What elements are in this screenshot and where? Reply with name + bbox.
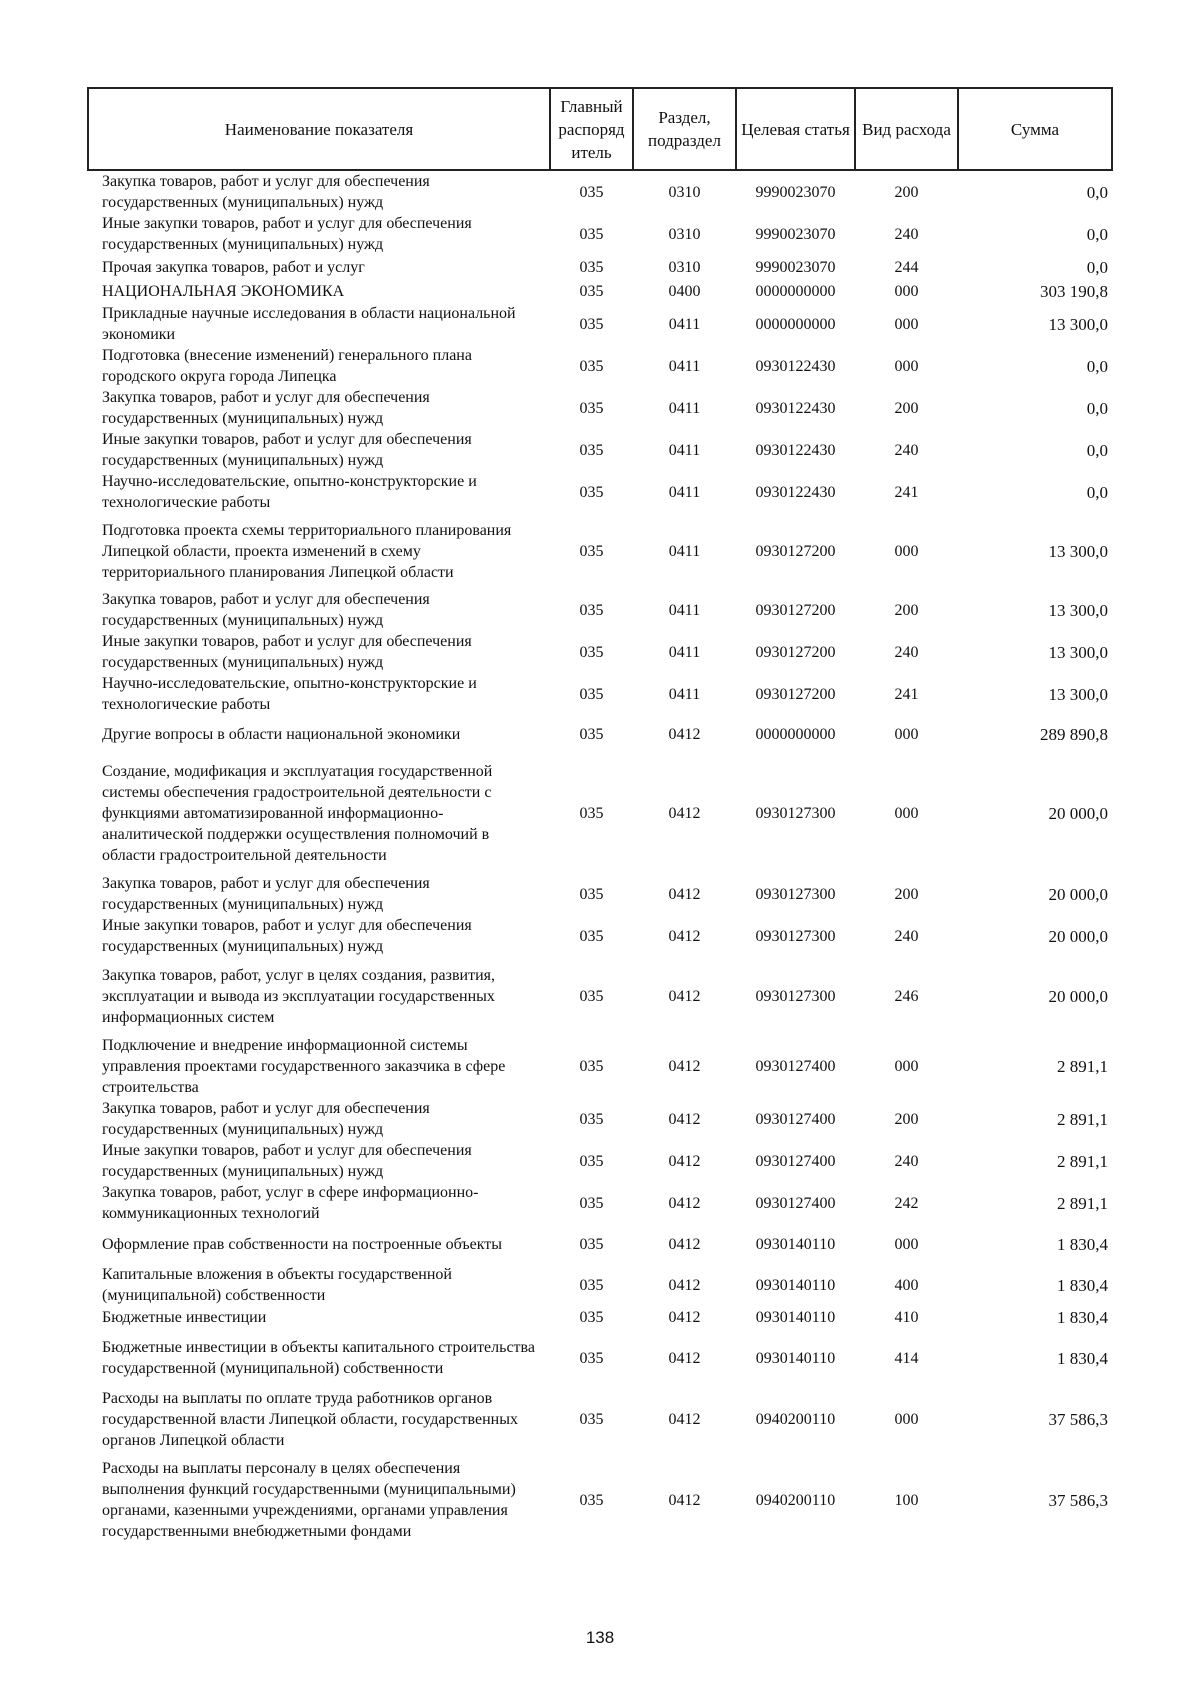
row-name-text: Закупка товаров, работ и услуг для обеспечения государственных (муниципальных) нужд xyxy=(102,591,430,629)
row-name-text: Расходы на выплаты по оплате труда работников органов государственной власти Липецкой области, государственных органов Липецкой области xyxy=(102,1390,518,1449)
row-admin-code: 035 xyxy=(579,685,604,703)
row-kind: 241 xyxy=(894,483,919,501)
row-section: 0411 xyxy=(668,542,701,560)
row-sum: 20 000,0 xyxy=(1048,926,1108,946)
row-target: 0930122430 xyxy=(755,483,836,501)
row-name-text: Закупка товаров, работ и услуг для обеспечения государственных (муниципальных) нужд xyxy=(102,875,430,913)
row-name-text: Бюджетные инвестиции xyxy=(102,1308,267,1326)
budget-table xyxy=(87,87,1113,1549)
row-kind: 410 xyxy=(894,1308,919,1326)
row-section: 0412 xyxy=(668,1110,701,1128)
row-kind: 000 xyxy=(894,282,919,300)
row-name-text: НАЦИОНАЛЬНАЯ ЭКОНОМИКА xyxy=(102,282,345,300)
table-row xyxy=(88,303,1112,345)
row-section: 0411 xyxy=(668,399,701,417)
row-name-text: Другие вопросы в области национальной экономики xyxy=(102,725,461,743)
row-name xyxy=(88,513,550,589)
row-sum: 0,0 xyxy=(1086,440,1108,460)
row-kind: 414 xyxy=(894,1349,919,1367)
row-target: 0930127300 xyxy=(755,927,836,945)
table-row xyxy=(88,589,1112,631)
table-row xyxy=(88,1224,1112,1264)
row-sum: 0,0 xyxy=(1086,398,1108,418)
row-target: 0930122430 xyxy=(755,441,836,459)
row-kind: 000 xyxy=(894,804,919,822)
row-name-text: Прикладные научные исследования в области национальной экономики xyxy=(102,305,516,343)
table-row xyxy=(88,429,1112,471)
row-kind: 000 xyxy=(894,357,919,375)
row-admin-code: 035 xyxy=(579,1276,604,1294)
row-admin-code: 035 xyxy=(579,183,604,201)
header-sum: Сумма xyxy=(958,88,1112,170)
table-row xyxy=(88,915,1112,957)
row-section: 0412 xyxy=(668,1349,701,1367)
row-admin-code: 035 xyxy=(579,1235,604,1253)
row-admin-code: 035 xyxy=(579,725,604,743)
row-admin-code: 035 xyxy=(579,601,604,619)
row-target: 0940200110 xyxy=(755,1491,836,1509)
row-kind: 244 xyxy=(894,258,919,276)
row-name xyxy=(88,213,550,255)
row-section: 0412 xyxy=(668,1276,701,1294)
row-section: 0310 xyxy=(668,183,701,201)
row-section: 0411 xyxy=(668,357,701,375)
row-sum: 2 891,1 xyxy=(1057,1057,1108,1076)
table-row xyxy=(88,1264,1112,1306)
row-name xyxy=(88,255,550,279)
header-section: Раздел, подраздел xyxy=(633,88,736,170)
row-kind: 200 xyxy=(894,601,919,619)
table-row xyxy=(88,1098,1112,1140)
row-section: 0412 xyxy=(668,927,701,945)
row-sum: 37 586,3 xyxy=(1048,1490,1108,1510)
row-target: 0930140110 xyxy=(755,1235,836,1253)
table-row xyxy=(88,513,1112,589)
row-kind: 240 xyxy=(894,927,919,945)
row-name-text: Подготовка (внесение изменений) генерального плана городского округа города Липецка xyxy=(102,347,472,385)
row-section: 0310 xyxy=(668,258,701,276)
row-name xyxy=(88,387,550,429)
row-target: 0000000000 xyxy=(755,282,836,300)
row-name xyxy=(88,1140,550,1182)
row-section: 0412 xyxy=(668,1308,701,1326)
row-sum: 13 300,0 xyxy=(1048,314,1108,334)
row-kind: 240 xyxy=(894,1152,919,1170)
table-row xyxy=(88,279,1112,303)
row-section: 0310 xyxy=(668,225,701,243)
row-name-text: Закупка товаров, работ и услуг для обеспечения государственных (муниципальных) нужд xyxy=(102,173,430,211)
table-row xyxy=(88,471,1112,513)
row-name-text: Иные закупки товаров, работ и услуг для обеспечения государственных (муниципальных) нужд xyxy=(102,633,472,671)
row-target: 9990023070 xyxy=(755,258,836,276)
table-row xyxy=(88,873,1112,915)
row-kind: 200 xyxy=(894,399,919,417)
row-target: 0930122430 xyxy=(755,399,836,417)
row-name-text: Оформление прав собственности на построенные объекты xyxy=(102,1235,503,1253)
table-row xyxy=(88,387,1112,429)
row-admin-code: 035 xyxy=(579,1411,604,1428)
header-target: Целевая статья xyxy=(736,88,855,170)
row-admin-code: 035 xyxy=(579,282,604,300)
row-admin-code: 035 xyxy=(579,885,604,903)
row-name xyxy=(88,873,550,915)
table-row xyxy=(88,1182,1112,1224)
row-target: 0930127300 xyxy=(755,885,836,903)
row-name-text: Прочая закупка товаров, работ и услуг xyxy=(102,258,365,276)
row-section: 0411 xyxy=(668,685,701,703)
row-name xyxy=(88,279,550,303)
table-header xyxy=(88,88,1112,170)
table-row xyxy=(88,1388,1112,1451)
row-section: 0411 xyxy=(668,441,701,459)
row-name xyxy=(88,957,550,1035)
row-kind: 242 xyxy=(894,1194,919,1212)
header-name: Наименование показателя xyxy=(88,88,550,170)
table-row xyxy=(88,1328,1112,1388)
row-name xyxy=(88,673,550,715)
row-admin-code: 035 xyxy=(579,258,604,276)
page-number: 138 xyxy=(585,1628,615,1647)
row-kind: 000 xyxy=(894,315,919,333)
table-row xyxy=(88,1451,1112,1549)
row-kind: 400 xyxy=(894,1276,919,1294)
row-target: 0930127200 xyxy=(755,643,836,661)
row-name-text: Закупка товаров, работ и услуг для обеспечения государственных (муниципальных) нужд xyxy=(102,389,430,427)
table-row xyxy=(88,213,1112,255)
row-section: 0411 xyxy=(668,483,701,501)
row-name-text: Научно-исследовательские, опытно-конструкторские и технологические работы xyxy=(102,473,477,511)
row-section: 0412 xyxy=(668,1491,701,1509)
row-name-text: Иные закупки товаров, работ и услуг для обеспечения государственных (муниципальных) нужд xyxy=(102,215,472,253)
row-section: 0400 xyxy=(668,282,701,300)
row-admin-code: 035 xyxy=(579,441,604,459)
row-sum: 303 190,8 xyxy=(1040,281,1108,301)
row-target: 0000000000 xyxy=(755,725,836,743)
row-sum: 0,0 xyxy=(1086,257,1108,277)
row-kind: 000 xyxy=(894,542,919,560)
row-name xyxy=(88,1224,550,1264)
row-name xyxy=(88,1328,550,1388)
row-target: 9990023070 xyxy=(755,225,836,243)
row-admin-code: 035 xyxy=(579,357,604,375)
table-row xyxy=(88,673,1112,715)
row-target: 0930140110 xyxy=(755,1349,836,1367)
row-sum: 13 300,0 xyxy=(1048,541,1108,561)
row-section: 0412 xyxy=(668,1058,701,1075)
row-admin-code: 035 xyxy=(579,804,604,822)
table-row xyxy=(88,1306,1112,1328)
row-sum: 0,0 xyxy=(1086,182,1108,202)
row-name xyxy=(88,1035,550,1098)
row-admin-code: 035 xyxy=(579,1058,604,1075)
row-sum: 20 000,0 xyxy=(1048,803,1108,823)
row-sum: 0,0 xyxy=(1086,356,1108,376)
row-name xyxy=(88,915,550,957)
row-name xyxy=(88,1306,550,1328)
row-name-text: Капитальные вложения в объекты государственной (муниципальной) собственности xyxy=(102,1266,452,1304)
row-sum: 1 830,4 xyxy=(1057,1307,1108,1327)
row-name-text: Научно-исследовательские, опытно-конструкторские и технологические работы xyxy=(102,675,477,713)
row-kind: 000 xyxy=(894,725,919,743)
row-kind: 200 xyxy=(894,183,919,201)
row-name xyxy=(88,589,550,631)
row-target: 0930140110 xyxy=(755,1308,836,1326)
row-name-text: Подключение и внедрение информационной системы управления проектами государственного заказчика в сфере строительства xyxy=(102,1037,506,1096)
row-name-text: Бюджетные инвестиции в объекты капитального строительства государственной (муниципальной) собственности xyxy=(102,1339,535,1377)
row-target: 0930127400 xyxy=(755,1110,836,1128)
table-row xyxy=(88,345,1112,387)
row-name-text: Иные закупки товаров, работ и услуг для обеспечения государственных (муниципальных) нужд xyxy=(102,431,472,469)
row-sum: 1 830,4 xyxy=(1057,1348,1108,1368)
row-name xyxy=(88,303,550,345)
header-kind: Вид расхода xyxy=(855,88,958,170)
row-admin-code: 035 xyxy=(579,1349,604,1367)
row-sum: 0,0 xyxy=(1086,224,1108,244)
row-target: 0930127200 xyxy=(755,685,836,703)
row-section: 0411 xyxy=(668,601,701,619)
row-target: 0940200110 xyxy=(755,1411,836,1428)
row-admin-code: 035 xyxy=(579,1491,604,1509)
row-kind: 240 xyxy=(894,643,919,661)
row-name-text: Создание, модификация и эксплуатация государственной системы обеспечения градостроительной деятельности с функциями автоматизированной информационно-аналитической поддержки осуществления полномочий в области градостроительной деятельности xyxy=(102,762,493,864)
row-name xyxy=(88,170,550,213)
row-kind: 000 xyxy=(894,1058,919,1075)
row-name xyxy=(88,345,550,387)
row-kind: 100 xyxy=(894,1491,919,1509)
row-sum: 2 891,1 xyxy=(1057,1109,1108,1129)
row-admin-code: 035 xyxy=(579,542,604,560)
table-row xyxy=(88,1140,1112,1182)
row-sum: 13 300,0 xyxy=(1048,642,1108,662)
row-section: 0412 xyxy=(668,1194,701,1212)
row-admin-code: 035 xyxy=(579,1308,604,1326)
row-target: 0930127300 xyxy=(755,804,836,822)
row-name xyxy=(88,1388,550,1451)
row-target: 0930127400 xyxy=(755,1058,836,1075)
row-section: 0412 xyxy=(668,1411,701,1428)
row-sum: 20 000,0 xyxy=(1048,884,1108,904)
row-admin-code: 035 xyxy=(579,643,604,661)
row-section: 0412 xyxy=(668,987,701,1005)
row-sum: 289 890,8 xyxy=(1040,724,1108,744)
row-kind: 241 xyxy=(894,685,919,703)
row-name-text: Подготовка проекта схемы территориального планирования Липецкой области, проекта изменений в схему территориального планирования Липецкой области xyxy=(102,521,512,581)
row-sum: 13 300,0 xyxy=(1048,684,1108,704)
table-row xyxy=(88,1035,1112,1098)
row-name xyxy=(88,753,550,873)
header-admin: Главный распоряд итель xyxy=(550,88,633,170)
row-name-text: Закупка товаров, работ и услуг для обеспечения государственных (муниципальных) нужд xyxy=(102,1100,430,1138)
row-kind: 200 xyxy=(894,885,919,903)
row-kind: 240 xyxy=(894,441,919,459)
row-name xyxy=(88,631,550,673)
row-kind: 246 xyxy=(894,987,919,1005)
table-row xyxy=(88,957,1112,1035)
row-admin-code: 035 xyxy=(579,987,604,1005)
row-section: 0412 xyxy=(668,1235,701,1253)
row-name-text: Расходы на выплаты персоналу в целях обеспечения выполнения функций государственными (муниципальными) органами, казенными учреждениями, органами управления государственными внебюджетными фондами xyxy=(102,1460,516,1540)
row-name-text: Закупка товаров, работ, услуг в целях создания, развития, эксплуатации и вывода из эксплуатации государственных информационных систем xyxy=(102,966,495,1026)
row-name xyxy=(88,1182,550,1224)
row-admin-code: 035 xyxy=(579,1194,604,1212)
table-row xyxy=(88,255,1112,279)
row-target: 9990023070 xyxy=(755,183,836,201)
row-sum: 0,0 xyxy=(1086,482,1108,502)
row-admin-code: 035 xyxy=(579,399,604,417)
row-sum: 1 830,4 xyxy=(1057,1275,1108,1295)
row-admin-code: 035 xyxy=(579,1110,604,1128)
row-kind: 200 xyxy=(894,1110,919,1128)
row-admin-code: 035 xyxy=(579,315,604,333)
row-section: 0412 xyxy=(668,885,701,903)
row-name xyxy=(88,429,550,471)
row-name-text: Закупка товаров, работ, услуг в сфере информационно-коммуникационных технологий xyxy=(102,1184,479,1222)
row-target: 0930127200 xyxy=(755,542,836,560)
row-kind: 240 xyxy=(894,225,919,243)
row-sum: 37 586,3 xyxy=(1048,1410,1108,1429)
row-sum: 2 891,1 xyxy=(1057,1193,1108,1213)
table-row xyxy=(88,170,1112,213)
row-kind: 000 xyxy=(894,1235,919,1253)
row-name xyxy=(88,471,550,513)
table-row xyxy=(88,631,1112,673)
row-section: 0411 xyxy=(668,643,701,661)
row-target: 0930127400 xyxy=(755,1152,836,1170)
row-target: 0930127300 xyxy=(755,987,836,1005)
row-section: 0412 xyxy=(668,1152,701,1170)
table-row xyxy=(88,753,1112,873)
row-name-text: Иные закупки товаров, работ и услуг для обеспечения государственных (муниципальных) нужд xyxy=(102,1142,472,1180)
row-sum: 20 000,0 xyxy=(1048,986,1108,1006)
row-name xyxy=(88,1264,550,1306)
row-section: 0412 xyxy=(668,725,701,743)
table-body xyxy=(88,170,1112,1549)
row-admin-code: 035 xyxy=(579,483,604,501)
table-row xyxy=(88,715,1112,753)
row-name xyxy=(88,715,550,753)
row-sum: 13 300,0 xyxy=(1048,600,1108,620)
row-sum: 2 891,1 xyxy=(1057,1151,1108,1171)
row-target: 0930140110 xyxy=(755,1276,836,1294)
row-section: 0411 xyxy=(668,315,701,333)
row-sum: 1 830,4 xyxy=(1057,1234,1108,1254)
row-admin-code: 035 xyxy=(579,927,604,945)
row-target: 0930122430 xyxy=(755,357,836,375)
row-admin-code: 035 xyxy=(579,225,604,243)
row-name xyxy=(88,1098,550,1140)
row-name xyxy=(88,1451,550,1549)
row-section: 0412 xyxy=(668,804,701,822)
row-name-text: Иные закупки товаров, работ и услуг для обеспечения государственных (муниципальных) нужд xyxy=(102,917,472,955)
row-target: 0000000000 xyxy=(755,315,836,333)
row-target: 0930127400 xyxy=(755,1194,836,1212)
row-admin-code: 035 xyxy=(579,1152,604,1170)
row-target: 0930127200 xyxy=(755,601,836,619)
row-kind: 000 xyxy=(894,1411,919,1428)
